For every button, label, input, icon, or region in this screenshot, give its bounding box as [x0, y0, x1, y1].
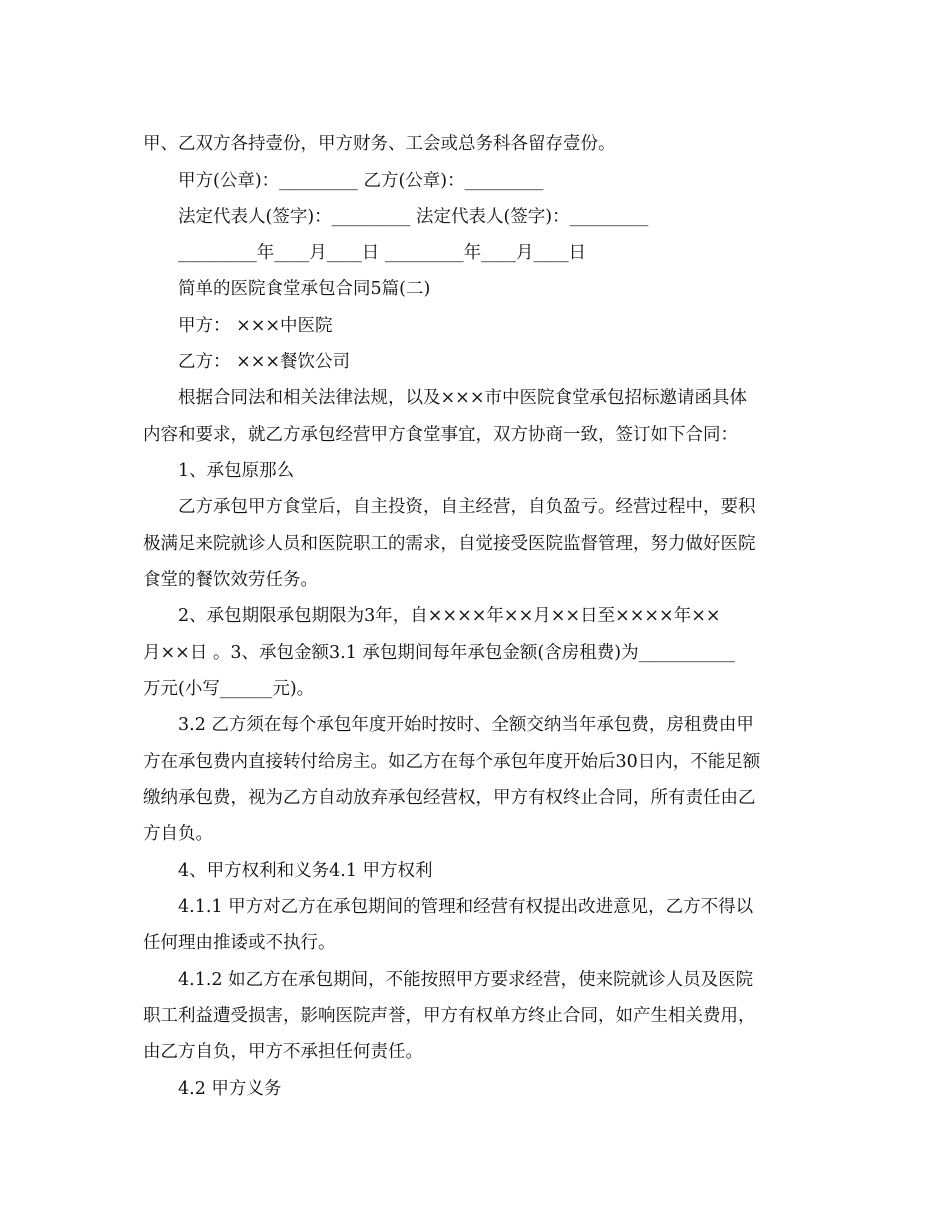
text-line: 极满足来院就诊人员和医院职工的需求，自觉接受医院监督管理，努力做好医院	[143, 534, 756, 554]
text-line: 3.2 乙方须在每个承包年度开始时按时、全额交纳当年承包费，房租费由甲	[178, 715, 754, 735]
text-line: 甲、乙双方各持壹份，甲方财务、工会或总务科各留存壹份。	[143, 134, 616, 154]
text-line: 万元(小写______元)。	[143, 679, 315, 699]
text-line: 4.1.1 甲方对乙方在承包期间的管理和经营有权提出改进意见，乙方不得以	[178, 897, 754, 917]
text-line: 根据合同法和相关法律法规，以及×××市中医院食堂承包招标邀请函具体	[178, 388, 747, 408]
text-line: 方在承包费内直接转付给房主。如乙方在每个承包年度开始后30日内，不能足额	[143, 752, 761, 772]
text-line: 由乙方自负，甲方不承担任何责任。	[143, 1042, 423, 1062]
text-line: _________年____月____日 _________年____月____日	[178, 243, 587, 263]
text-line: 简单的医院食堂承包合同5篇(二)	[178, 279, 431, 299]
text-line: 法定代表人(签字)：_________ 法定代表人(签字)：_________	[178, 207, 649, 227]
text-line: 甲方： ×××中医院	[178, 316, 333, 336]
text-line: 内容和要求，就乙方承包经营甲方食堂事宜，双方协商一致，签订如下合同：	[143, 425, 738, 445]
text-line: 月××日 。3、承包金额3.1 承包期间每年承包金额(含房租费)为___________	[143, 643, 735, 663]
text-line: 2、承包期限承包期限为3年，自××××年××月××日至××××年××	[178, 606, 721, 626]
text-line: 方自负。	[143, 824, 213, 844]
text-line: 1、承包原那么	[178, 461, 295, 481]
text-line: 食堂的餐饮效劳任务。	[143, 570, 318, 590]
text-line: 甲方(公章)：_________ 乙方(公章)：_________	[178, 171, 544, 191]
text-line: 乙方： ×××餐饮公司	[178, 352, 351, 372]
text-line: 任何理由推诿或不执行。	[143, 933, 336, 953]
text-line: 乙方承包甲方食堂后，自主投资，自主经营，自负盈亏。经营过程中，要积	[178, 497, 756, 517]
text-line: 职工利益遭受损害，影响医院声誉，甲方有权单方终止合同，如产生相关费用，	[143, 1006, 756, 1026]
text-line: 缴纳承包费，视为乙方自动放弃承包经营权，甲方有权终止合同，所有责任由乙	[143, 788, 756, 808]
text-line: 4.1.2 如乙方在承包期间，不能按照甲方要求经营，使来院就诊人员及医院	[178, 970, 754, 990]
text-line: 4、甲方权利和义务4.1 甲方权利	[178, 861, 433, 881]
text-line: 4.2 甲方义务	[178, 1079, 282, 1099]
